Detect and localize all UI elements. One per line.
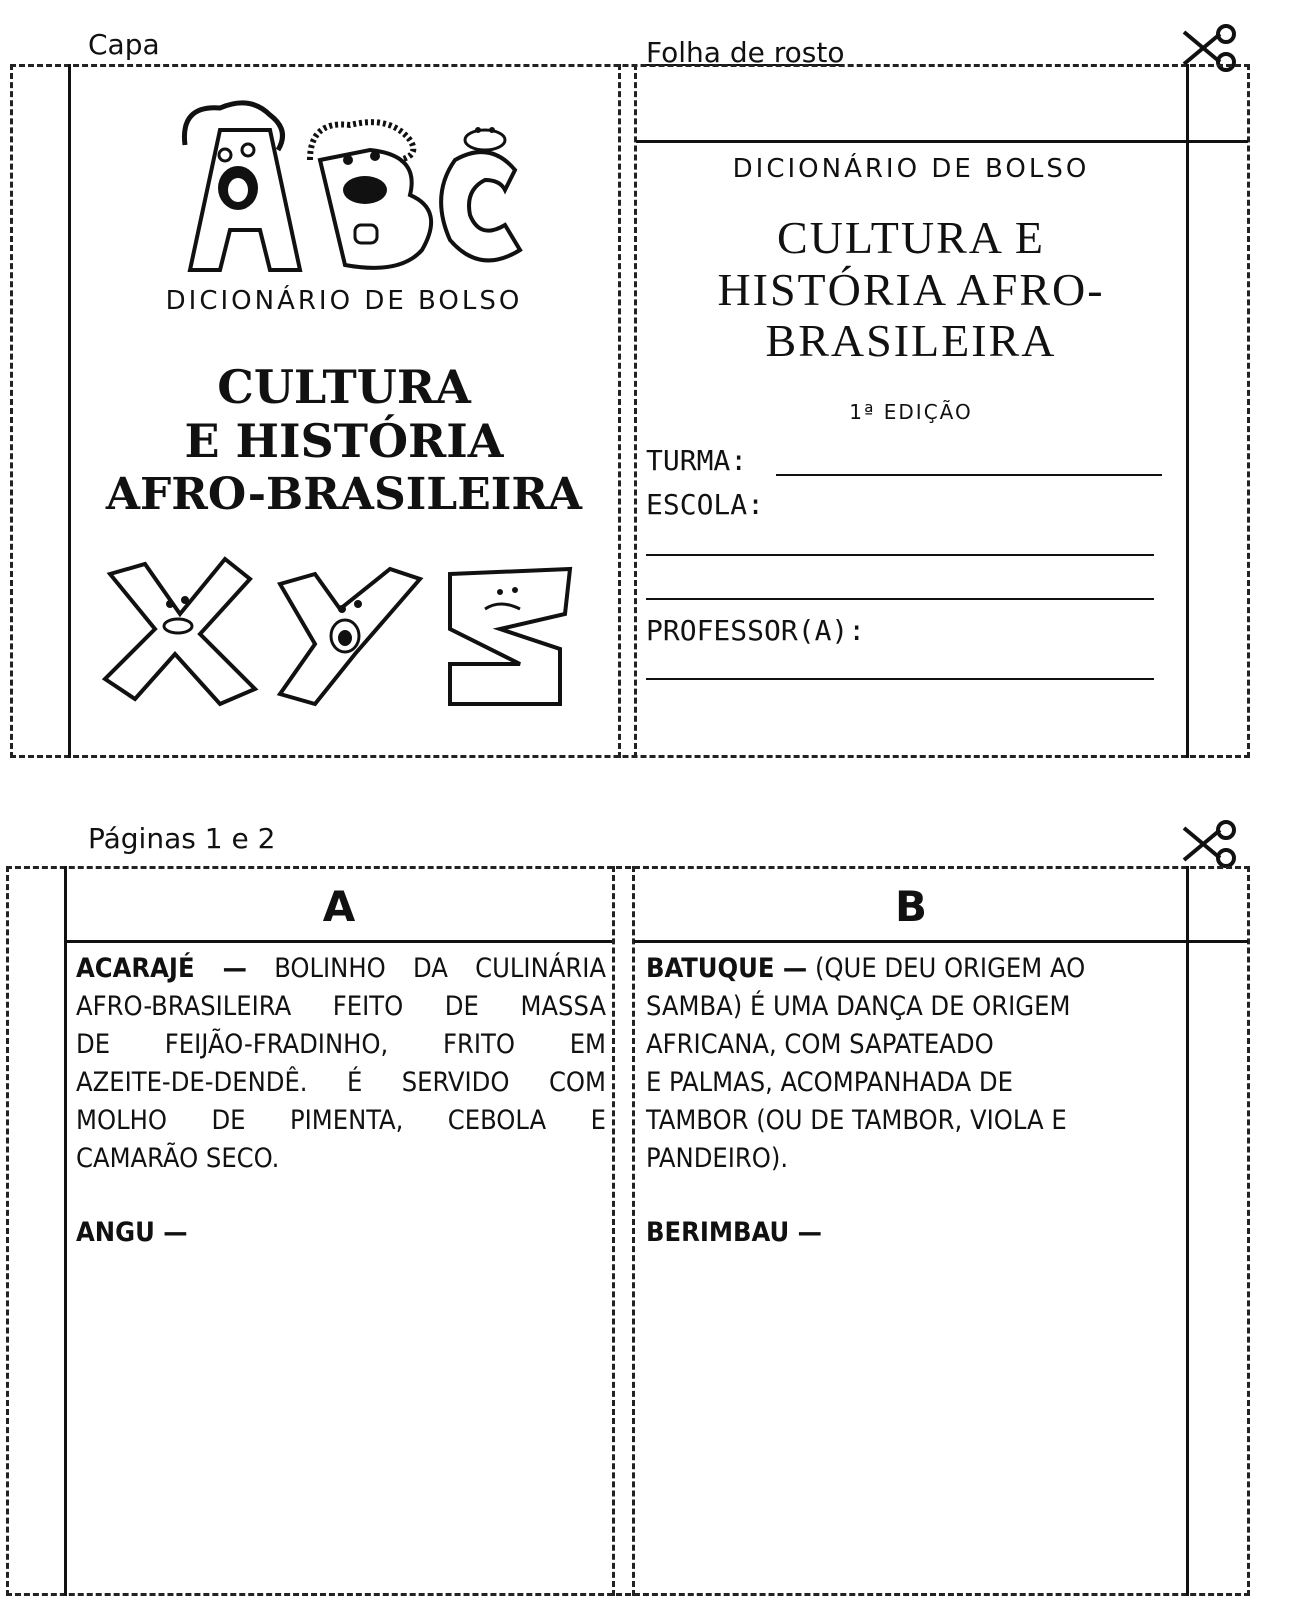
xyz-cartoon-illustration bbox=[100, 554, 580, 724]
entry-text-line: AFRICANA, COM SAPATEADO bbox=[646, 1029, 994, 1060]
title-page-title-line: CULTURA E bbox=[776, 212, 1046, 263]
letter-z-cartoon-icon bbox=[450, 569, 570, 704]
entry-text-line: AZEITE-DE-DENDÊ. É SERVIDO COM bbox=[76, 1067, 606, 1098]
page-a bbox=[66, 868, 612, 1588]
scissors-icon bbox=[1180, 820, 1240, 868]
entry-batuque bbox=[646, 950, 1176, 1178]
title-page-title-line: HISTÓRIA AFRO- bbox=[717, 263, 1105, 315]
title-page-title bbox=[636, 212, 1186, 367]
page-b-spine-line bbox=[1186, 866, 1189, 1596]
cover-title-line: CULTURA bbox=[217, 360, 471, 414]
letter-y-cartoon-icon bbox=[280, 569, 420, 704]
page-b-letter: B bbox=[894, 882, 927, 931]
title-page-dictionary-label: DICIONÁRIO DE BOLSO bbox=[732, 154, 1090, 184]
abc-cartoon-illustration bbox=[160, 100, 540, 310]
cover-title-line: AFRO-BRASILEIRA bbox=[105, 468, 583, 520]
pages-label: Páginas 1 e 2 bbox=[88, 822, 276, 855]
cover-label: Capa bbox=[88, 28, 160, 61]
escola-field-line-2[interactable] bbox=[646, 598, 1154, 600]
entry-text-line: MOLHO DE PIMENTA, CEBOLA E bbox=[76, 1105, 606, 1136]
entry-text-line: DE FEIJÃO-FRADINHO, FRITO EM bbox=[76, 1029, 606, 1060]
entry-text-line: CAMARÃO SECO. bbox=[76, 1143, 280, 1174]
cover-title-line: E HISTÓRIA bbox=[184, 414, 504, 469]
entry-text-line: E PALMAS, ACOMPANHADA DE bbox=[646, 1067, 1013, 1098]
entry-term: BATUQUE — bbox=[646, 953, 808, 984]
entry-term: ACARAJÉ — bbox=[76, 953, 247, 984]
entry-text-line: SAMBA) É UMA DANÇA DE ORIGEM bbox=[646, 991, 1071, 1022]
title-page-spine-line bbox=[1186, 64, 1189, 758]
fold-line bbox=[618, 64, 621, 758]
edition-label: 1ª EDIÇÃO bbox=[849, 400, 973, 424]
title-page bbox=[636, 142, 1186, 756]
cover-title bbox=[70, 360, 618, 520]
entry-text-line: AFRO-BRASILEIRA FEITO DE MASSA bbox=[76, 991, 606, 1022]
entry-angu: ANGU — bbox=[76, 1217, 188, 1248]
letter-a-cartoon-icon bbox=[184, 103, 300, 270]
entry-text-line: BOLINHO DA CULINÁRIA bbox=[274, 953, 607, 984]
letter-c-cartoon-icon bbox=[441, 127, 520, 260]
turma-label: TURMA: bbox=[646, 444, 748, 477]
page-b bbox=[636, 868, 1186, 1588]
entry-acaraje bbox=[76, 950, 606, 1178]
turma-field[interactable] bbox=[776, 474, 1162, 476]
escola-label: ESCOLA: bbox=[646, 488, 765, 521]
fold-line bbox=[632, 866, 635, 1596]
letter-x-cartoon-icon bbox=[105, 559, 255, 704]
entry-text-line: (QUE DEU ORIGEM AO bbox=[814, 953, 1086, 984]
fold-line bbox=[612, 866, 615, 1596]
escola-field-line-1[interactable] bbox=[646, 554, 1154, 556]
letter-b-cartoon-icon bbox=[310, 122, 431, 268]
page-a-letter: A bbox=[322, 882, 356, 931]
entry-text-line: TAMBOR (OU DE TAMBOR, VIOLA E bbox=[646, 1105, 1067, 1136]
title-page-title-line: BRASILEIRA bbox=[765, 315, 1057, 367]
cover-dictionary-label: DICIONÁRIO DE BOLSO bbox=[165, 286, 523, 316]
title-page-label: Folha de rosto bbox=[646, 36, 845, 69]
cover-page bbox=[70, 64, 618, 758]
professor-field[interactable] bbox=[646, 678, 1154, 680]
entry-text-line: PANDEIRO). bbox=[646, 1143, 789, 1174]
professor-label: PROFESSOR(A): bbox=[646, 614, 866, 647]
entry-berimbau: BERIMBAU — bbox=[646, 1217, 822, 1248]
